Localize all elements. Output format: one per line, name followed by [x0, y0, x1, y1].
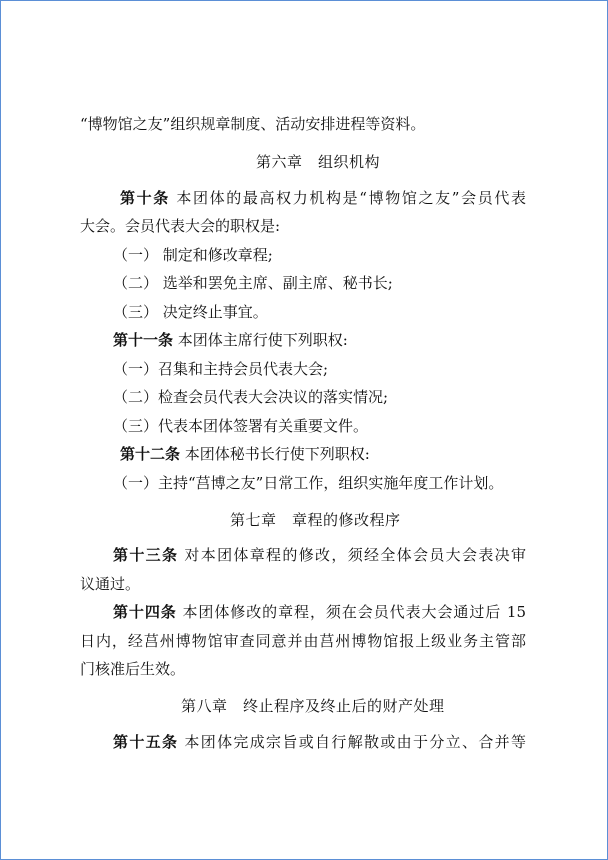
- article-text: 本团体修改的章程，须在会员代表大会通过后 15: [182, 603, 526, 621]
- text-line: 大会。会员代表大会的职权是:: [80, 217, 281, 235]
- text-line: 门核准后生效。: [80, 660, 186, 678]
- article-13: [113, 545, 526, 565]
- list-item: （二）检查会员代表大会决议的落实情况;: [113, 388, 389, 406]
- chapter-heading-7: 第七章 章程的修改程序: [230, 511, 401, 529]
- list-item: （三） 决定终止事宜。: [113, 303, 268, 321]
- list-item: （三）代表本团体签署有关重要文件。: [113, 417, 369, 435]
- article-text: 对本团体章程的修改，须经全体会员大会表决审: [184, 546, 526, 564]
- article-text: 本团体完成宗旨或自行解散或由于分立、合并等: [184, 733, 526, 751]
- list-item: （一）召集和主持会员代表大会;: [113, 360, 329, 378]
- article-text: 本团体的最高权力机构是“博物馆之友”会员代表: [176, 189, 526, 207]
- list-item: （一） 制定和修改章程;: [113, 246, 273, 264]
- article-11: [113, 330, 348, 350]
- article-label: 第十五条: [113, 733, 179, 751]
- article-label: 第十一条: [113, 331, 174, 349]
- text-line: “博物馆之友”组织规章制度、活动安排进程等资料。: [80, 115, 426, 133]
- article-14: [113, 602, 526, 622]
- list-item: （二） 选举和罢免主席、副主席、秘书长;: [113, 274, 393, 292]
- chapter-heading-6: 第六章 组织机构: [256, 153, 381, 171]
- text-line: 议通过。: [80, 575, 141, 593]
- article-text: 本团体秘书长行使下列职权:: [184, 445, 370, 463]
- article-10: [120, 188, 526, 208]
- article-12: [120, 444, 370, 464]
- article-label: 第十条: [120, 189, 170, 207]
- chapter-heading-8: 第八章 终止程序及终止后的财产处理: [181, 697, 445, 715]
- article-label: 第十二条: [120, 445, 181, 463]
- article-15: [113, 732, 526, 752]
- article-label: 第十四条: [113, 603, 177, 621]
- text-line: 日内，经莒州博物馆审查同意并由莒州博物馆报上级业务主管部: [80, 632, 526, 650]
- article-text: 本团体主席行使下列职权:: [177, 331, 348, 349]
- article-label: 第十三条: [113, 546, 179, 564]
- list-item: （一）主持“莒博之友”日常工作，组织实施年度工作计划。: [113, 474, 504, 492]
